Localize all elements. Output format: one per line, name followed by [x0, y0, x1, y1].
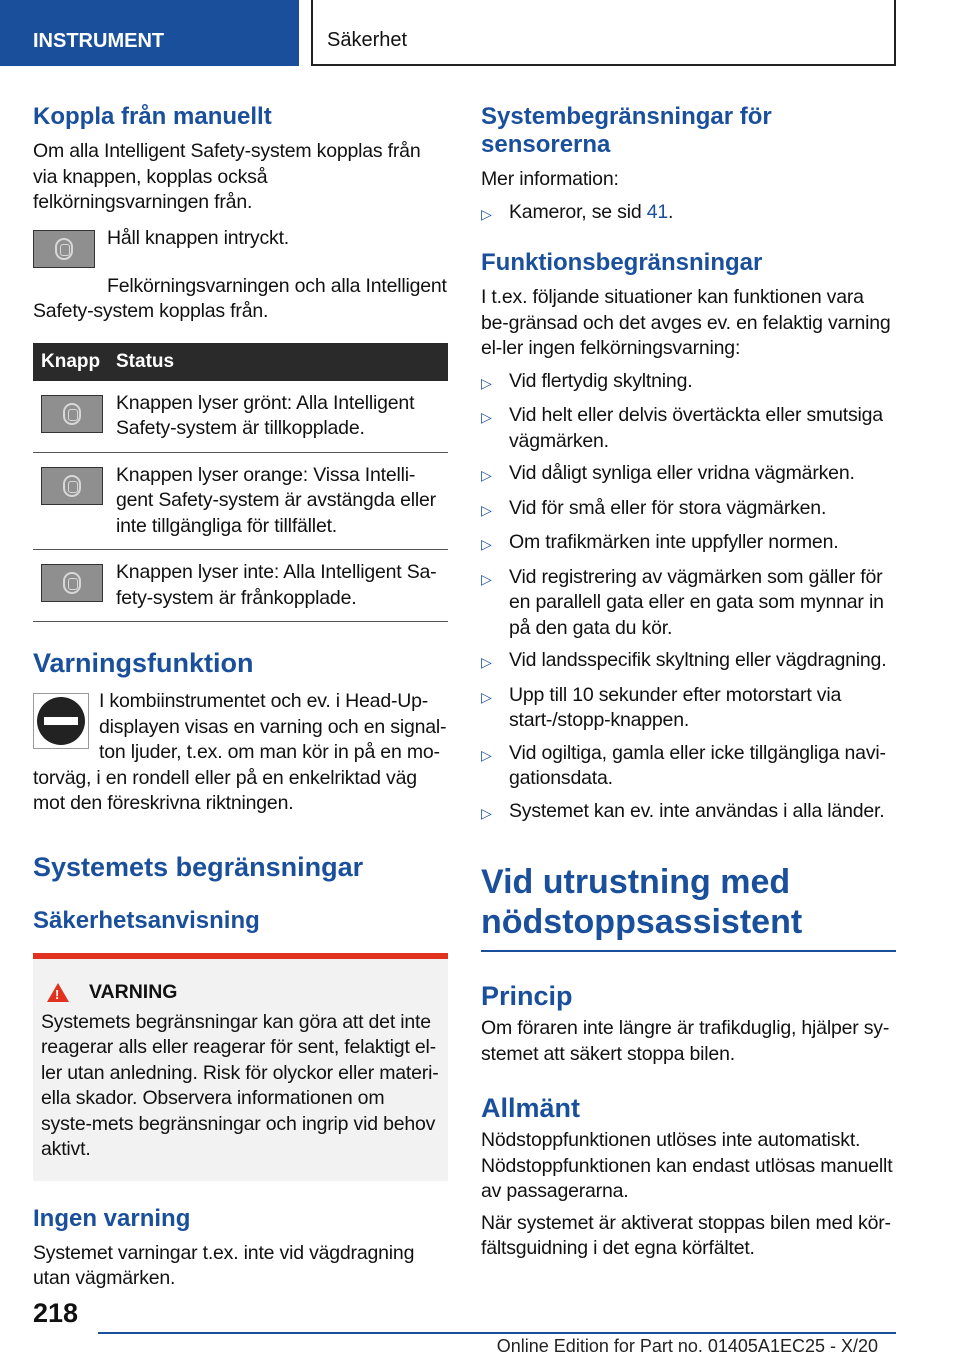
left-column [33, 100, 448, 1292]
warning-triangle-icon: ! [47, 983, 69, 1002]
table-row [33, 453, 448, 551]
status-table [33, 343, 448, 623]
page-link[interactable]: 41 [646, 200, 668, 223]
warning-text: Systemets begränsningar kan göra att det inte reagerar alls eller reagerar för sent, felaktigt el-ler utan anledning. Risk för olyckor eller materi-ella skador. Observera informationen om syste-mets begränsningar och ingrip vid behov aktivt. [41, 1010, 439, 1160]
list-item [481, 741, 896, 792]
function-limits-list [481, 369, 896, 827]
bullet-triangle-icon: ▷ [481, 409, 492, 425]
bullet-text: Vid för små eller för stora vägmärken. [509, 496, 827, 519]
no-warning-text: Systemet varningar t.ex. inte vid vägdragning utan vägmärken. [33, 1241, 415, 1289]
general-text-2: När systemet är aktiverat stoppas bilen med kör-fältsguidning i det egna körfältet. [481, 1211, 891, 1259]
right-column [481, 100, 896, 1262]
bullet-triangle-icon: ▷ [481, 746, 492, 763]
list-item [481, 648, 896, 676]
heading-function-limits: Funktionsbegränsningar [481, 249, 763, 276]
safety-button-image [41, 564, 103, 602]
warning-function-block [33, 689, 448, 817]
list-item [481, 369, 896, 397]
edition-footer: Online Edition for Part no. 01405A1EC25 - X/20 [496, 1336, 878, 1356]
bullet-triangle-icon: ▷ [481, 536, 492, 552]
bullet-text: Vid flertydig skyltning. [509, 369, 693, 392]
bullet-triangle-icon: ▷ [481, 570, 492, 587]
bullet-text: Vid ogiltiga, gamla eller icke tillgängliga navi-gationsdata. [509, 741, 886, 789]
warning-box [33, 953, 448, 1181]
safety-button-icon [55, 238, 73, 260]
bullet-text: Upp till 10 sekunder efter motorstart via start-/stopp-knappen. [509, 683, 842, 731]
table-header [33, 343, 448, 381]
list-item [481, 496, 896, 524]
safety-button-image [41, 395, 103, 433]
bullet-text: Vid landsspecifik skyltning eller vägdragning. [509, 649, 887, 671]
heading-emergency-stop: Vid utrustning med nödstoppsassistent [481, 863, 803, 941]
bullet-triangle-icon: ▷ [481, 804, 492, 821]
function-limits-intro: I t.ex. följande situationer kan funktionen vara be-gränsad och det avges ev. en felaktig varning el-ler ingen felkörningsvarning: [481, 286, 891, 359]
manual-off-step-1: Håll knappen intryckt. [107, 226, 290, 249]
heading-rule [481, 950, 896, 952]
sensor-limits-more: Mer information: [481, 168, 619, 190]
safety-button-icon [63, 403, 81, 425]
heading-sensor-limits: Systembegränsningar för sensorerna [481, 103, 772, 158]
list-item [481, 200, 896, 228]
heading-general: Allmänt [481, 1093, 581, 1123]
table-header-status: Status [116, 350, 175, 372]
bullet-triangle-icon: ▷ [481, 501, 492, 518]
list-item [481, 799, 896, 827]
section-tab: INSTRUMENT [0, 0, 299, 66]
manual-off-intro: Om alla Intelligent Safety-system kopplas från via knappen, kopplas också felkörningsvarningen från. [33, 140, 421, 213]
heading-principle: Princip [481, 981, 573, 1011]
bullet-text: Vid registrering av vägmärken som gäller för en parallell gata eller en gata som mynnar in på den gata du kör. [509, 565, 884, 639]
bullet-text: Vid dåligt synliga eller vridna vägmärken. [509, 462, 855, 484]
chapter-title: Säkerhet [311, 0, 896, 66]
table-cell-status: Knappen lyser inte: Alla Intelligent Sa-fety-system är frånkopplade. [116, 561, 437, 609]
no-entry-icon [33, 693, 89, 749]
list-item [481, 403, 896, 454]
safety-button-image [41, 467, 103, 505]
bullet-triangle-icon: ▷ [481, 654, 492, 670]
principle-text: Om föraren inte längre är trafikduglig, hjälper sy-stemet att säkert stoppa bilen. [481, 1017, 890, 1065]
heading-system-limits: Systemets begränsningar [33, 851, 364, 882]
safety-button-icon [63, 572, 81, 594]
page-number: 218 [33, 1298, 79, 1328]
warning-function-text: I kombiinstrumentet och ev. i Head-Up-displayen visas en varning och en signal-ton ljuder, t.ex. om man kör in på en mo-torväg, i en rondell eller på en enkelriktad väg mot den föreskrivna riktningen. [33, 690, 447, 814]
table-row [33, 381, 448, 453]
safety-button-icon [63, 475, 81, 497]
bullet-text: Vid helt eller delvis övertäckta eller smutsiga vägmärken. [509, 404, 883, 452]
manual-off-step [33, 226, 448, 268]
sensor-limits-list [481, 200, 896, 228]
footer-rule [98, 1332, 896, 1334]
bullet-text: Kameror, se sid [509, 200, 647, 223]
table-header-button: Knapp [41, 350, 101, 372]
list-item [481, 565, 896, 642]
bullet-triangle-icon: ▷ [481, 205, 492, 222]
heading-safety-note: Säkerhetsanvisning [33, 906, 260, 934]
heading-manual-off: Koppla från manuellt [33, 103, 272, 130]
table-cell-status: Knappen lyser orange: Vissa Intelli-gent Safety-system är avstängda eller inte tillgängliga för tillfället. [116, 463, 436, 537]
bullet-triangle-icon: ▷ [481, 688, 492, 705]
bullet-triangle-icon: ▷ [481, 467, 492, 483]
heading-no-warning: Ingen varning [33, 1204, 191, 1232]
list-item [481, 461, 896, 489]
table-row [33, 550, 448, 622]
manual-off-step-2: Felkörningsvarningen och alla Intelligent Safety-system kopplas från. [33, 274, 447, 322]
bullet-text: Om trafikmärken inte uppfyller normen. [509, 531, 839, 553]
list-item [481, 530, 896, 558]
bullet-end: . [668, 200, 674, 223]
bullet-triangle-icon: ▷ [481, 374, 492, 391]
table-cell-status: Knappen lyser grönt: Alla Intelligent Safety-system är tillkopplade. [116, 391, 415, 439]
bullet-text: Systemet kan ev. inte användas i alla länder. [509, 799, 885, 822]
general-text-1: Nödstoppfunktionen utlöses inte automatiskt. Nödstoppfunktionen kan endast utlösas manuellt av passagerarna. [481, 1129, 893, 1202]
safety-button-image [33, 230, 95, 268]
heading-warning-function: Varningsfunktion [33, 648, 254, 678]
warning-label: VARNING [89, 980, 178, 1003]
list-item [481, 683, 896, 734]
